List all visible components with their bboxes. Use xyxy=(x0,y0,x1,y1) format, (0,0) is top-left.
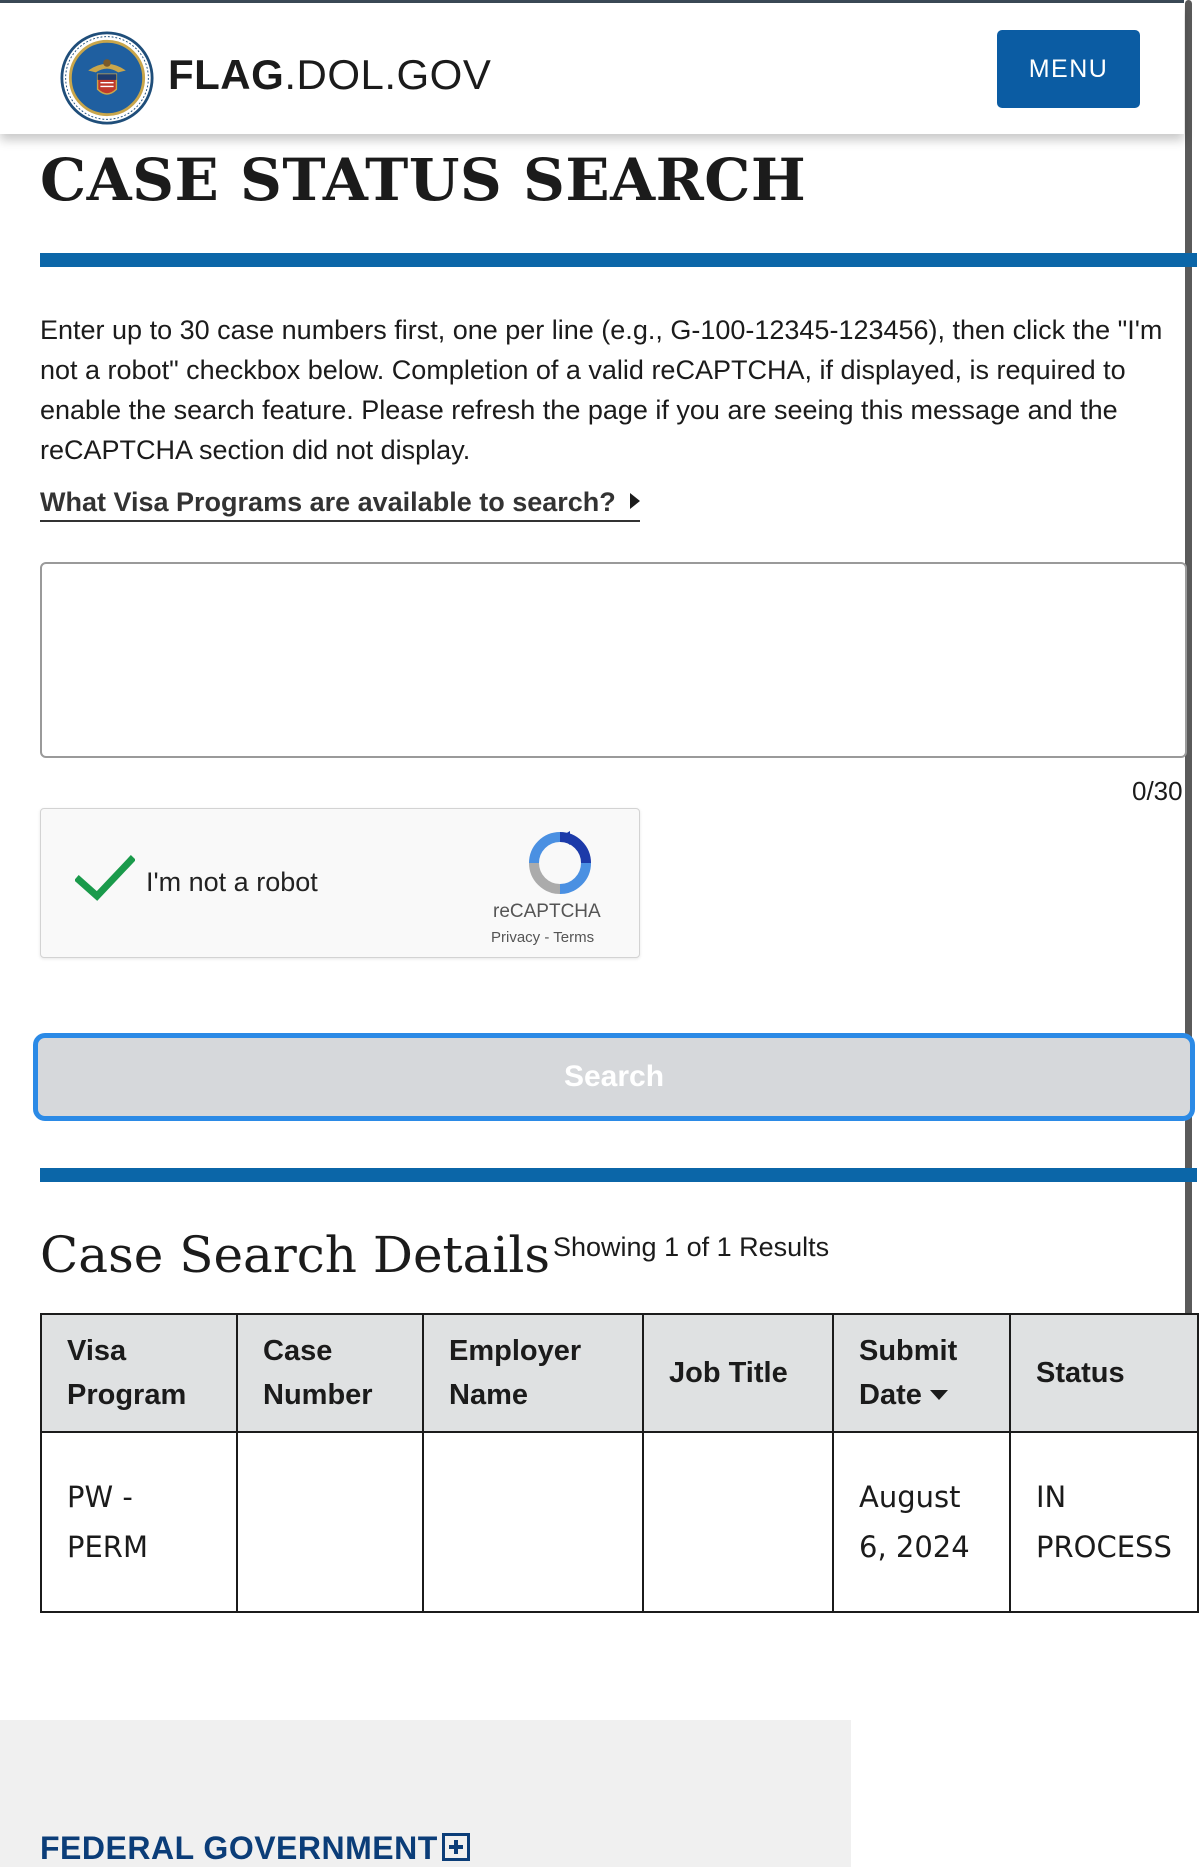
section-divider xyxy=(40,253,1197,267)
brand-rest: .DOL.GOV xyxy=(284,51,492,98)
federal-government-toggle[interactable] xyxy=(40,1830,470,1867)
table-header-row xyxy=(41,1314,1198,1432)
case-count-indicator: 0/30 xyxy=(1132,776,1183,806)
cell-visa-program: PW - PERM xyxy=(41,1432,237,1612)
cell-submit-date: August 6, 2024 xyxy=(833,1432,1010,1612)
cell-job-title xyxy=(643,1432,833,1612)
expand-plus-icon[interactable] xyxy=(442,1833,470,1861)
recaptcha-privacy-terms[interactable]: Privacy - Terms xyxy=(491,929,595,946)
column-header-submit-date[interactable] xyxy=(833,1314,1010,1432)
cell-employer-name xyxy=(423,1432,643,1612)
case-numbers-input[interactable] xyxy=(40,562,1187,758)
recaptcha-widget xyxy=(40,808,640,958)
column-header-status: Status xyxy=(1010,1314,1198,1432)
dol-seal-icon xyxy=(60,31,154,125)
site-header xyxy=(0,3,1184,134)
cell-case-number xyxy=(237,1432,423,1612)
case-search-details-heading: Case Search Details xyxy=(40,1226,551,1284)
visa-programs-link[interactable] xyxy=(40,487,640,522)
visa-programs-link-label: What Visa Programs are available to search? xyxy=(40,487,616,517)
column-header-case-number: Case Number xyxy=(237,1314,423,1432)
menu-button[interactable]: MENU xyxy=(997,30,1140,108)
results-table xyxy=(40,1313,1199,1613)
column-header-job-title: Job Title xyxy=(643,1314,833,1432)
checkmark-icon[interactable] xyxy=(75,854,135,904)
results-count: Showing 1 of 1 Results xyxy=(553,1232,830,1262)
submit-date-label: Submit Date xyxy=(859,1335,958,1411)
table-row xyxy=(41,1432,1198,1612)
column-header-employer-name: Employer Name xyxy=(423,1314,643,1432)
recaptcha-brand: reCAPTCHA xyxy=(493,901,601,922)
cell-status: IN PROCESS xyxy=(1010,1432,1198,1612)
site-brand[interactable] xyxy=(168,51,491,99)
sort-descending-icon[interactable] xyxy=(930,1390,948,1400)
recaptcha-logo-icon xyxy=(526,829,594,897)
recaptcha-label: I'm not a robot xyxy=(146,867,318,897)
page-title: CASE STATUS SEARCH xyxy=(40,146,807,214)
section-divider xyxy=(40,1168,1197,1182)
instructions-text: Enter up to 30 case numbers first, one per line (e.g., G-100-12345-123456), then click the "I'm not a robot" checkbox below. Completion of a valid reCAPTCHA, if displayed, is required to enable the search feature. Please refresh the page if you are seeing this message and the reCAPTCHA section did not display. xyxy=(40,315,1163,465)
brand-bold: FLAG xyxy=(168,51,285,98)
column-header-visa-program: Visa Program xyxy=(41,1314,237,1432)
federal-government-label: FEDERAL GOVERNMENT xyxy=(40,1830,438,1866)
search-button[interactable]: Search xyxy=(33,1033,1195,1121)
caret-right-icon xyxy=(630,493,640,509)
